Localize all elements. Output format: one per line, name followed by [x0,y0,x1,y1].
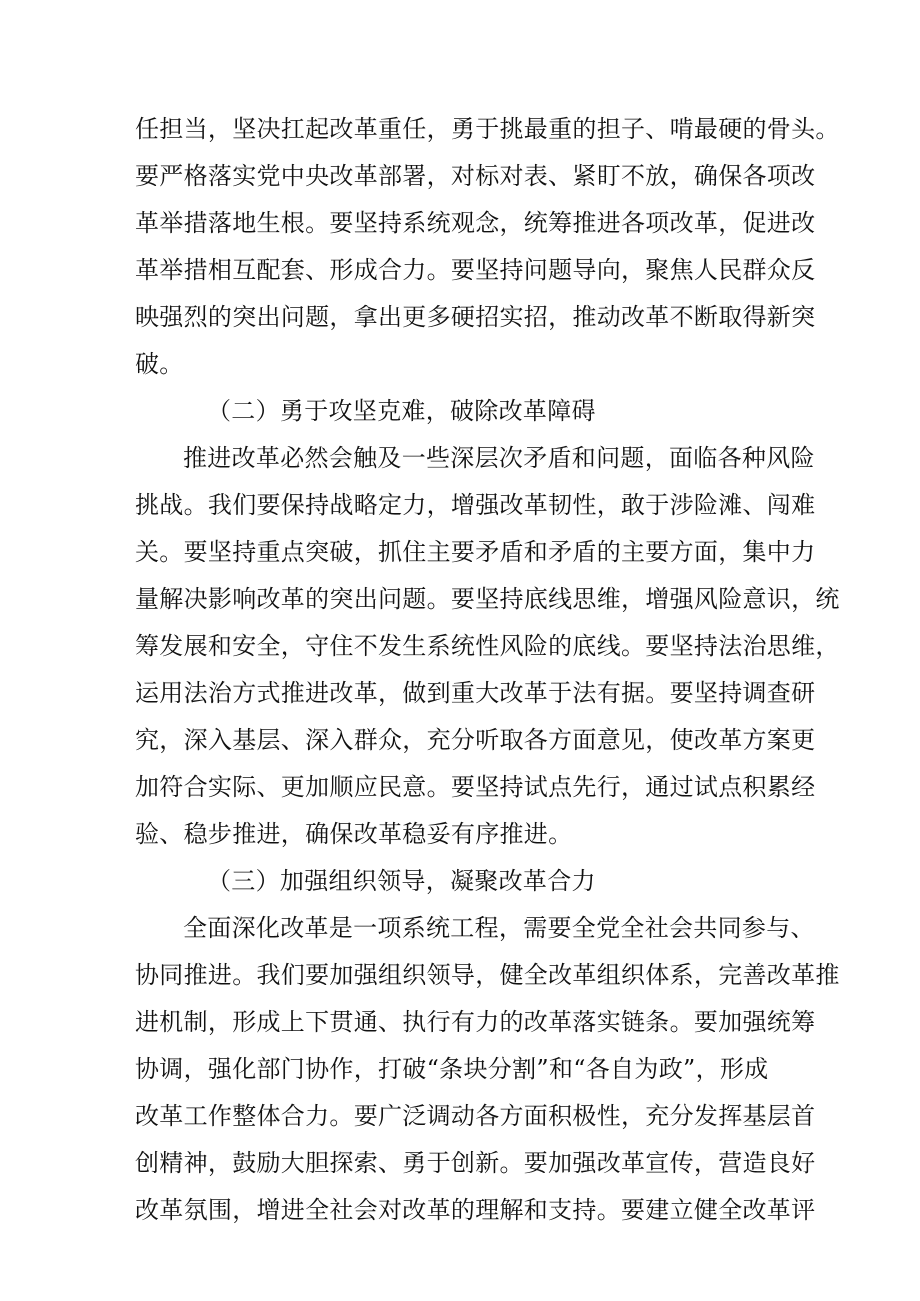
text-line: 关。要坚持重点突破，抓住主要矛盾和矛盾的主要方面，集中力 [135,538,816,566]
text-line: 挑战。我们要保持战略定力，增强改革韧性，敢于涉险滩、闯难 [135,491,816,519]
text-line: 协同推进。我们要加强组织领导，健全改革组织体系，完善改革推 [135,961,840,989]
text-line: 运用法治方式推进改革，做到重大改革于法有据。要坚持调查研 [135,679,816,707]
text-line: 协调，强化部门协作，打破“条块分割”和“各自为政”，形成 [135,1055,769,1083]
text-line: 加符合实际、更加顺应民意。要坚持试点先行，通过试点积累经 [135,773,816,801]
text-line: 改革工作整体合力。要广泛调动各方面积极性，充分发挥基层首 [135,1102,816,1130]
text-line: 进机制，形成上下贯通、执行有力的改革落实链条。要加强统筹 [135,1008,816,1036]
text-line: 革举措相互配套、形成合力。要坚持问题导向，聚焦人民群众反 [135,256,816,284]
paragraph-start: 全面深化改革是一项系统工程，需要全党全社会共同参与、 [183,914,815,942]
text-line: 要严格落实党中央改革部署，对标对表、紧盯不放，确保各项改 [135,162,816,190]
text-line: 革举措落地生根。要坚持系统观念，统筹推进各项改革，促进改 [135,209,816,237]
text-line: 创精神，鼓励大胆探索、勇于创新。要加强改革宣传，营造良好 [135,1149,816,1177]
text-line: 究，深入基层、深入群众，充分听取各方面意见，使改革方案更 [135,726,816,754]
section-heading-3: （三）加强组织领导，凝聚改革合力 [207,867,596,895]
text-line: 验、稳步推进，确保改革稳妥有序推进。 [135,820,573,848]
text-line: 映强烈的突出问题，拿出更多硬招实招，推动改革不断取得新突 [135,303,816,331]
section-heading-2: （二）勇于攻坚克难，破除改革障碍 [207,397,596,425]
text-line: 量解决影响改革的突出问题。要坚持底线思维，增强风险意识，统 [135,585,840,613]
text-line: 破。 [135,350,184,378]
text-line: 任担当，坚决扛起改革重任，勇于挑最重的担子、啃最硬的骨头。 [135,115,840,143]
text-line: 改革氛围，增进全社会对改革的理解和支持。要建立健全改革评 [135,1196,816,1224]
paragraph-start: 推进改革必然会触及一些深层次矛盾和问题，面临各种风险 [183,444,815,472]
text-line: 筹发展和安全，守住不发生系统性风险的底线。要坚持法治思维， [135,632,840,660]
